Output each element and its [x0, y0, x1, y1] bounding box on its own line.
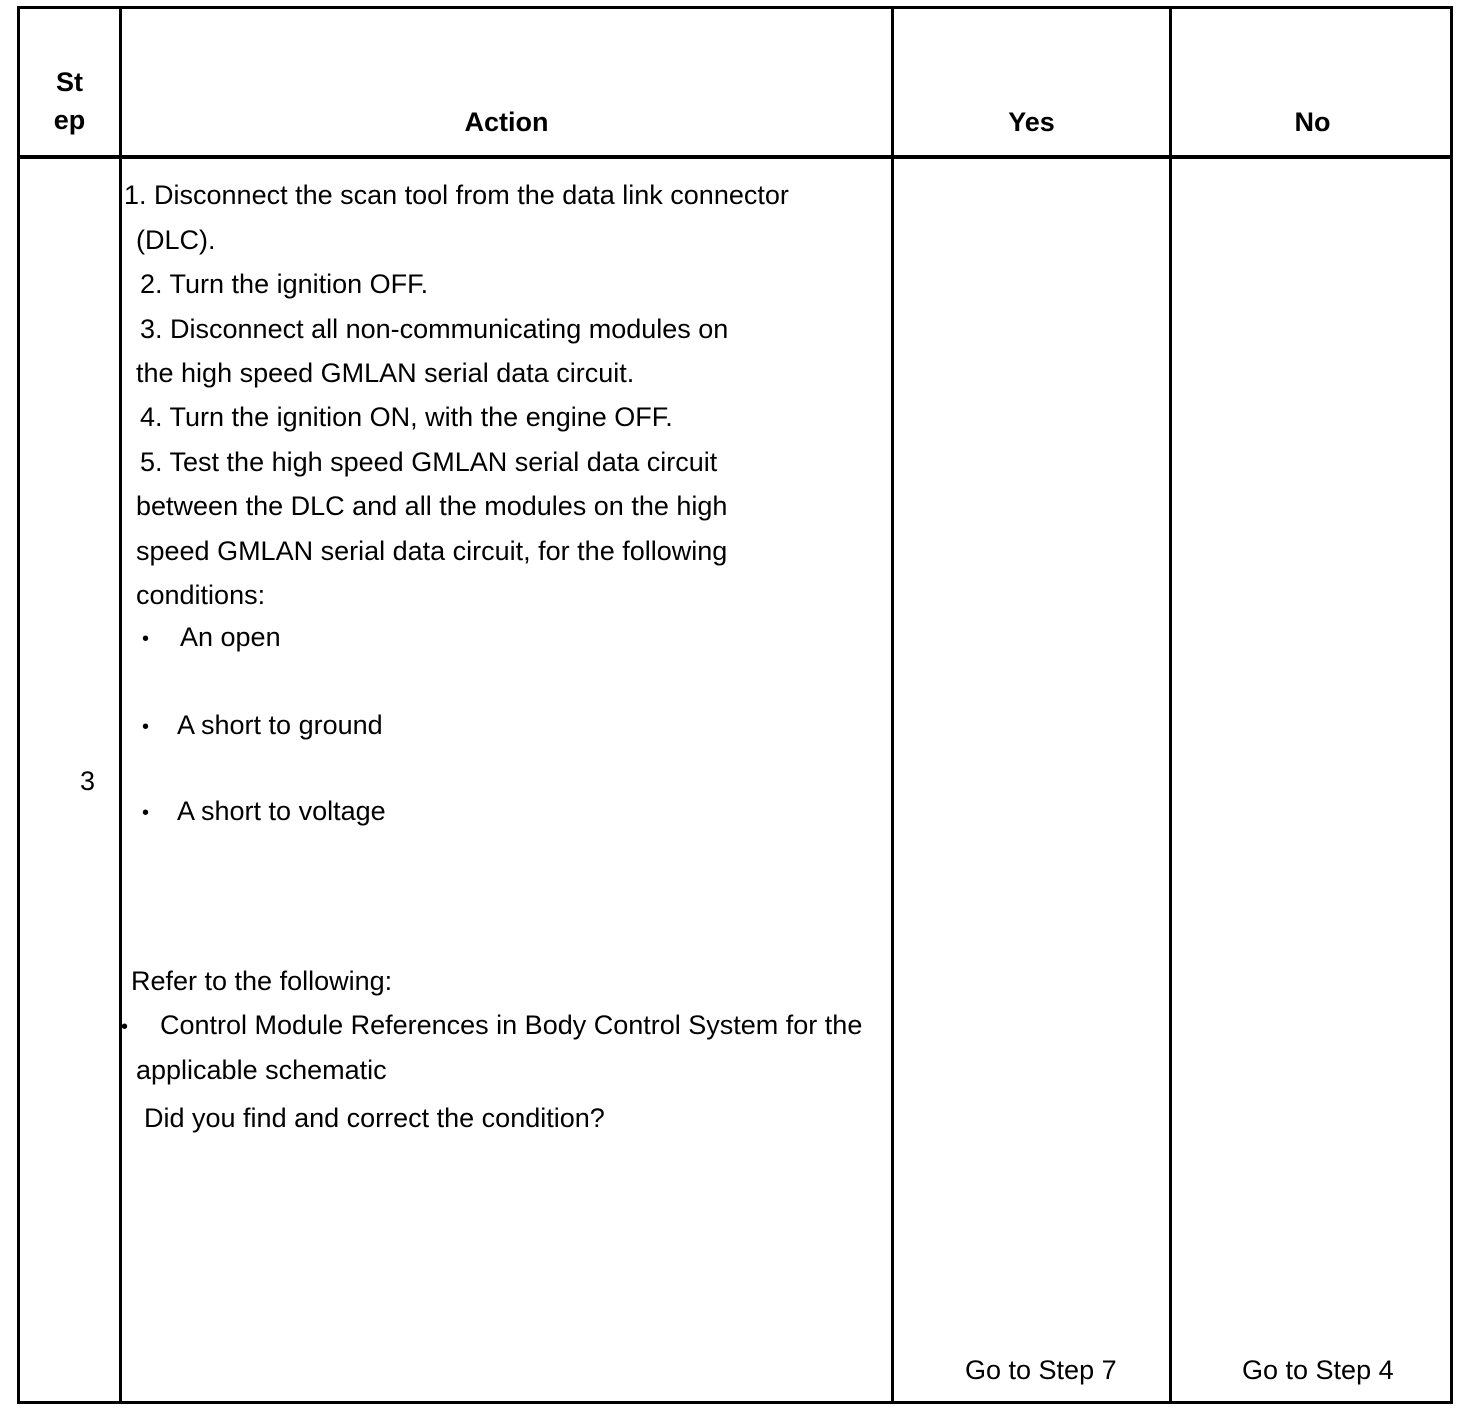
action-line: 4. Turn the ignition ON, with the engine OFF. [140, 402, 673, 432]
condition-item: An open [180, 622, 281, 652]
question-text: Did you find and correct the condition? [144, 1103, 605, 1133]
column-divider-action [891, 9, 894, 1401]
column-divider-yes [1169, 9, 1172, 1401]
bullet-icon: • [142, 716, 150, 738]
condition-item: A short to voltage [177, 796, 386, 826]
yes-result: Go to Step 7 [965, 1355, 1117, 1385]
refer-label: Refer to the following: [131, 966, 393, 996]
condition-item: A short to ground [177, 710, 383, 740]
bullet-icon: • [121, 1016, 129, 1038]
action-line: the high speed GMLAN serial data circuit. [136, 358, 635, 388]
header-step [20, 63, 119, 139]
no-result: Go to Step 4 [1242, 1355, 1394, 1385]
header-step-line1: St [56, 67, 83, 97]
action-line: 5. Test the high speed GMLAN serial data circuit [140, 447, 718, 477]
column-divider-step [119, 9, 122, 1401]
action-line: speed GMLAN serial data circuit, for the following [136, 536, 728, 566]
reference-line: applicable schematic [136, 1055, 387, 1085]
header-step-line2: ep [53, 105, 86, 135]
bullet-icon: • [142, 802, 150, 824]
header-yes: Yes [1008, 107, 1055, 137]
action-line: (DLC). [136, 225, 216, 255]
header-divider [20, 155, 1450, 159]
action-line: between the DLC and all the modules on the high [136, 491, 728, 521]
bullet-icon: • [142, 628, 150, 650]
step-number: 3 [80, 766, 96, 796]
action-line: 3. Disconnect all non-communicating modules on [140, 314, 729, 344]
header-action: Action [464, 107, 549, 137]
reference-line: Control Module References in Body Control System for the [160, 1010, 863, 1040]
diagnostic-table [17, 6, 1453, 1404]
action-line: conditions: [136, 580, 266, 610]
action-line: 2. Turn the ignition OFF. [140, 269, 429, 299]
action-line: 1. Disconnect the scan tool from the data link connector [124, 180, 789, 210]
header-no: No [1294, 107, 1331, 137]
